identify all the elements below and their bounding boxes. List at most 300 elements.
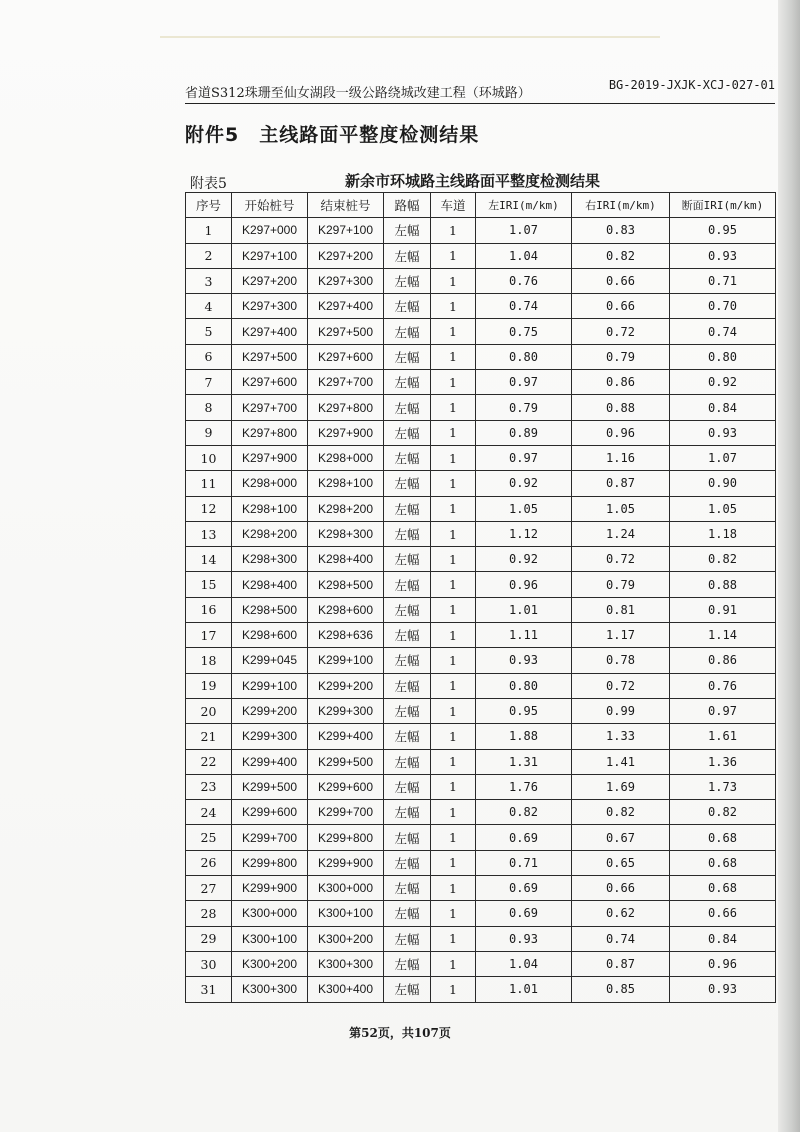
cell-left-iri: 1.88 — [476, 724, 572, 749]
cell-section-iri: 0.97 — [670, 698, 776, 723]
cell-right-iri: 0.83 — [572, 218, 670, 243]
cell-section-iri: 0.86 — [670, 648, 776, 673]
cell-left-iri: 0.79 — [476, 395, 572, 420]
cell-start-stake: K297+300 — [232, 294, 308, 319]
cell-right-iri: 0.82 — [572, 800, 670, 825]
cell-start-stake: K297+800 — [232, 420, 308, 445]
cell-roadway: 左幅 — [384, 951, 431, 976]
cell-end-stake: K297+900 — [308, 420, 384, 445]
cell-index: 6 — [186, 344, 232, 369]
cell-start-stake: K299+600 — [232, 800, 308, 825]
cell-lane: 1 — [431, 901, 476, 926]
cell-right-iri: 0.85 — [572, 977, 670, 1002]
col-header-roadway: 路幅 — [384, 193, 431, 218]
cell-end-stake: K299+400 — [308, 724, 384, 749]
cell-right-iri: 0.62 — [572, 901, 670, 926]
cell-right-iri: 0.66 — [572, 294, 670, 319]
cell-left-iri: 0.69 — [476, 876, 572, 901]
cell-left-iri: 0.82 — [476, 800, 572, 825]
table-row — [186, 268, 776, 293]
cell-end-stake: K299+700 — [308, 800, 384, 825]
cell-roadway: 左幅 — [384, 243, 431, 268]
cell-right-iri: 1.33 — [572, 724, 670, 749]
table-body — [186, 218, 776, 1002]
cell-lane: 1 — [431, 395, 476, 420]
cell-roadway: 左幅 — [384, 572, 431, 597]
cell-left-iri: 0.97 — [476, 445, 572, 470]
cell-right-iri: 1.41 — [572, 749, 670, 774]
table-row — [186, 800, 776, 825]
cell-roadway: 左幅 — [384, 698, 431, 723]
cell-end-stake: K299+300 — [308, 698, 384, 723]
cell-left-iri: 0.76 — [476, 268, 572, 293]
cell-right-iri: 1.16 — [572, 445, 670, 470]
cell-index: 20 — [186, 698, 232, 723]
table-row — [186, 673, 776, 698]
cell-section-iri: 1.07 — [670, 445, 776, 470]
cell-section-iri: 0.82 — [670, 547, 776, 572]
cell-right-iri: 0.65 — [572, 850, 670, 875]
cell-roadway: 左幅 — [384, 521, 431, 546]
cell-lane: 1 — [431, 850, 476, 875]
cell-start-stake: K297+400 — [232, 319, 308, 344]
cell-roadway: 左幅 — [384, 496, 431, 521]
cell-index: 7 — [186, 370, 232, 395]
cell-lane: 1 — [431, 370, 476, 395]
cell-left-iri: 0.74 — [476, 294, 572, 319]
cell-end-stake: K298+500 — [308, 572, 384, 597]
cell-right-iri: 0.67 — [572, 825, 670, 850]
cell-start-stake: K299+045 — [232, 648, 308, 673]
table-row — [186, 572, 776, 597]
cell-lane: 1 — [431, 698, 476, 723]
table-row — [186, 850, 776, 875]
table-row — [186, 243, 776, 268]
cell-left-iri: 0.89 — [476, 420, 572, 445]
table-row — [186, 977, 776, 1002]
cell-index: 2 — [186, 243, 232, 268]
cell-right-iri: 0.79 — [572, 344, 670, 369]
cell-end-stake: K297+800 — [308, 395, 384, 420]
cell-section-iri: 0.95 — [670, 218, 776, 243]
cell-index: 5 — [186, 319, 232, 344]
cell-section-iri: 0.84 — [670, 395, 776, 420]
cell-start-stake: K298+200 — [232, 521, 308, 546]
cell-roadway: 左幅 — [384, 471, 431, 496]
cell-lane: 1 — [431, 951, 476, 976]
table-row — [186, 749, 776, 774]
cell-lane: 1 — [431, 218, 476, 243]
cell-index: 19 — [186, 673, 232, 698]
cell-end-stake: K300+300 — [308, 951, 384, 976]
cell-end-stake: K297+100 — [308, 218, 384, 243]
cell-index: 8 — [186, 395, 232, 420]
cell-right-iri: 1.17 — [572, 623, 670, 648]
col-header-left-iri: 左IRI(m/km) — [476, 193, 572, 218]
cell-index: 4 — [186, 294, 232, 319]
cell-start-stake: K297+100 — [232, 243, 308, 268]
cell-lane: 1 — [431, 243, 476, 268]
scan-artifact-line — [160, 36, 660, 38]
cell-right-iri: 0.87 — [572, 951, 670, 976]
cell-lane: 1 — [431, 648, 476, 673]
cell-lane: 1 — [431, 294, 476, 319]
cell-start-stake: K298+100 — [232, 496, 308, 521]
cell-index: 10 — [186, 445, 232, 470]
cell-roadway: 左幅 — [384, 800, 431, 825]
cell-roadway: 左幅 — [384, 977, 431, 1002]
cell-index: 26 — [186, 850, 232, 875]
col-header-end-stake: 结束桩号 — [308, 193, 384, 218]
cell-left-iri: 0.80 — [476, 673, 572, 698]
table-row — [186, 395, 776, 420]
cell-left-iri: 1.01 — [476, 597, 572, 622]
table-row — [186, 597, 776, 622]
cell-section-iri: 1.05 — [670, 496, 776, 521]
cell-index: 9 — [186, 420, 232, 445]
cell-lane: 1 — [431, 445, 476, 470]
cell-roadway: 左幅 — [384, 926, 431, 951]
cell-section-iri: 0.93 — [670, 977, 776, 1002]
cell-left-iri: 0.80 — [476, 344, 572, 369]
cell-index: 28 — [186, 901, 232, 926]
cell-section-iri: 0.66 — [670, 901, 776, 926]
col-header-section-iri: 断面IRI(m/km) — [670, 193, 776, 218]
cell-left-iri: 0.71 — [476, 850, 572, 875]
cell-end-stake: K298+400 — [308, 547, 384, 572]
cell-section-iri: 0.91 — [670, 597, 776, 622]
cell-roadway: 左幅 — [384, 850, 431, 875]
cell-index: 14 — [186, 547, 232, 572]
cell-lane: 1 — [431, 547, 476, 572]
cell-lane: 1 — [431, 471, 476, 496]
cell-end-stake: K300+400 — [308, 977, 384, 1002]
col-header-right-iri: 右IRI(m/km) — [572, 193, 670, 218]
cell-lane: 1 — [431, 319, 476, 344]
cell-end-stake: K297+600 — [308, 344, 384, 369]
table-row — [186, 876, 776, 901]
table-row — [186, 420, 776, 445]
cell-start-stake: K299+300 — [232, 724, 308, 749]
cell-section-iri: 0.80 — [670, 344, 776, 369]
cell-right-iri: 0.66 — [572, 876, 670, 901]
table-row — [186, 901, 776, 926]
table-label: 附表5 — [190, 176, 227, 192]
cell-section-iri: 1.18 — [670, 521, 776, 546]
cell-end-stake: K298+636 — [308, 623, 384, 648]
cell-left-iri: 0.92 — [476, 471, 572, 496]
table-caption: 新余市环城路主线路面平整度检测结果 — [345, 172, 601, 190]
cell-left-iri: 0.69 — [476, 901, 572, 926]
page-footer: 第52页，共107页 — [349, 1026, 451, 1040]
cell-roadway: 左幅 — [384, 673, 431, 698]
cell-index: 25 — [186, 825, 232, 850]
cell-start-stake: K298+500 — [232, 597, 308, 622]
cell-roadway: 左幅 — [384, 901, 431, 926]
cell-start-stake: K300+300 — [232, 977, 308, 1002]
cell-lane: 1 — [431, 673, 476, 698]
cell-right-iri: 1.69 — [572, 774, 670, 799]
cell-start-stake: K299+400 — [232, 749, 308, 774]
table-row — [186, 445, 776, 470]
cell-end-stake: K299+900 — [308, 850, 384, 875]
cell-lane: 1 — [431, 800, 476, 825]
cell-right-iri: 0.81 — [572, 597, 670, 622]
cell-end-stake: K300+100 — [308, 901, 384, 926]
cell-left-iri: 1.07 — [476, 218, 572, 243]
cell-right-iri: 0.78 — [572, 648, 670, 673]
table-row — [186, 319, 776, 344]
cell-roadway: 左幅 — [384, 218, 431, 243]
cell-section-iri: 0.74 — [670, 319, 776, 344]
cell-left-iri: 0.75 — [476, 319, 572, 344]
cell-end-stake: K300+200 — [308, 926, 384, 951]
cell-section-iri: 0.96 — [670, 951, 776, 976]
cell-end-stake: K300+000 — [308, 876, 384, 901]
cell-section-iri: 0.90 — [670, 471, 776, 496]
cell-end-stake: K298+200 — [308, 496, 384, 521]
cell-index: 18 — [186, 648, 232, 673]
table-row — [186, 951, 776, 976]
cell-left-iri: 0.93 — [476, 926, 572, 951]
cell-roadway: 左幅 — [384, 344, 431, 369]
cell-lane: 1 — [431, 496, 476, 521]
cell-start-stake: K300+200 — [232, 951, 308, 976]
cell-lane: 1 — [431, 623, 476, 648]
cell-end-stake: K298+000 — [308, 445, 384, 470]
col-header-lane: 车道 — [431, 193, 476, 218]
table-row — [186, 370, 776, 395]
cell-index: 22 — [186, 749, 232, 774]
cell-index: 15 — [186, 572, 232, 597]
cell-roadway: 左幅 — [384, 876, 431, 901]
page-header — [185, 78, 775, 102]
cell-start-stake: K299+900 — [232, 876, 308, 901]
cell-index: 23 — [186, 774, 232, 799]
cell-right-iri: 0.86 — [572, 370, 670, 395]
page-edge-shadow — [778, 0, 800, 1132]
table-row — [186, 294, 776, 319]
cell-left-iri: 0.92 — [476, 547, 572, 572]
cell-roadway: 左幅 — [384, 319, 431, 344]
cell-left-iri: 0.95 — [476, 698, 572, 723]
cell-end-stake: K298+300 — [308, 521, 384, 546]
cell-start-stake: K300+100 — [232, 926, 308, 951]
cell-section-iri: 1.61 — [670, 724, 776, 749]
cell-end-stake: K299+200 — [308, 673, 384, 698]
cell-start-stake: K297+900 — [232, 445, 308, 470]
cell-index: 31 — [186, 977, 232, 1002]
cell-left-iri: 1.12 — [476, 521, 572, 546]
table-row — [186, 521, 776, 546]
cell-end-stake: K298+600 — [308, 597, 384, 622]
cell-roadway: 左幅 — [384, 597, 431, 622]
cell-left-iri: 1.04 — [476, 951, 572, 976]
header-rule — [185, 103, 775, 104]
cell-right-iri: 0.72 — [572, 673, 670, 698]
cell-lane: 1 — [431, 749, 476, 774]
cell-roadway: 左幅 — [384, 774, 431, 799]
cell-section-iri: 0.68 — [670, 825, 776, 850]
cell-section-iri: 0.76 — [670, 673, 776, 698]
cell-lane: 1 — [431, 876, 476, 901]
cell-right-iri: 0.88 — [572, 395, 670, 420]
cell-left-iri: 0.96 — [476, 572, 572, 597]
cell-start-stake: K300+000 — [232, 901, 308, 926]
col-header-index: 序号 — [186, 193, 232, 218]
header-report-code: BG-2019-JXJK-XCJ-027-01 — [608, 78, 775, 92]
cell-section-iri: 0.93 — [670, 243, 776, 268]
cell-roadway: 左幅 — [384, 395, 431, 420]
cell-start-stake: K299+200 — [232, 698, 308, 723]
flatness-results-table — [185, 192, 776, 1003]
cell-right-iri: 0.99 — [572, 698, 670, 723]
cell-roadway: 左幅 — [384, 420, 431, 445]
cell-start-stake: K299+800 — [232, 850, 308, 875]
table-row — [186, 724, 776, 749]
cell-index: 13 — [186, 521, 232, 546]
cell-lane: 1 — [431, 977, 476, 1002]
cell-right-iri: 0.96 — [572, 420, 670, 445]
cell-index: 27 — [186, 876, 232, 901]
cell-start-stake: K297+500 — [232, 344, 308, 369]
cell-lane: 1 — [431, 420, 476, 445]
cell-section-iri: 0.92 — [670, 370, 776, 395]
cell-roadway: 左幅 — [384, 268, 431, 293]
table-row — [186, 218, 776, 243]
table-header-row — [186, 193, 776, 218]
cell-right-iri: 0.72 — [572, 319, 670, 344]
col-header-start-stake: 开始桩号 — [232, 193, 308, 218]
table-row — [186, 496, 776, 521]
cell-index: 12 — [186, 496, 232, 521]
cell-index: 30 — [186, 951, 232, 976]
table-row — [186, 648, 776, 673]
cell-end-stake: K297+400 — [308, 294, 384, 319]
cell-right-iri: 1.24 — [572, 521, 670, 546]
cell-start-stake: K298+300 — [232, 547, 308, 572]
cell-end-stake: K297+700 — [308, 370, 384, 395]
section-title: 附件5 主线路面平整度检测结果 — [185, 124, 480, 146]
cell-end-stake: K297+300 — [308, 268, 384, 293]
table-row — [186, 547, 776, 572]
cell-section-iri: 1.73 — [670, 774, 776, 799]
cell-right-iri: 0.72 — [572, 547, 670, 572]
cell-right-iri: 1.05 — [572, 496, 670, 521]
cell-end-stake: K299+600 — [308, 774, 384, 799]
cell-index: 24 — [186, 800, 232, 825]
cell-left-iri: 0.97 — [476, 370, 572, 395]
cell-left-iri: 1.31 — [476, 749, 572, 774]
cell-left-iri: 1.05 — [476, 496, 572, 521]
cell-lane: 1 — [431, 926, 476, 951]
cell-section-iri: 0.68 — [670, 876, 776, 901]
table-row — [186, 344, 776, 369]
table-row — [186, 471, 776, 496]
cell-end-stake: K299+800 — [308, 825, 384, 850]
cell-section-iri: 0.68 — [670, 850, 776, 875]
cell-left-iri: 0.69 — [476, 825, 572, 850]
cell-right-iri: 0.79 — [572, 572, 670, 597]
cell-index: 3 — [186, 268, 232, 293]
cell-lane: 1 — [431, 572, 476, 597]
cell-section-iri: 0.88 — [670, 572, 776, 597]
cell-index: 21 — [186, 724, 232, 749]
cell-lane: 1 — [431, 825, 476, 850]
cell-section-iri: 0.93 — [670, 420, 776, 445]
cell-lane: 1 — [431, 597, 476, 622]
cell-start-stake: K297+700 — [232, 395, 308, 420]
cell-end-stake: K297+500 — [308, 319, 384, 344]
cell-start-stake: K297+000 — [232, 218, 308, 243]
cell-section-iri: 0.84 — [670, 926, 776, 951]
cell-section-iri: 1.36 — [670, 749, 776, 774]
cell-right-iri: 0.82 — [572, 243, 670, 268]
cell-roadway: 左幅 — [384, 370, 431, 395]
cell-right-iri: 0.87 — [572, 471, 670, 496]
cell-roadway: 左幅 — [384, 724, 431, 749]
cell-roadway: 左幅 — [384, 547, 431, 572]
table-row — [186, 698, 776, 723]
cell-left-iri: 1.04 — [476, 243, 572, 268]
cell-end-stake: K297+200 — [308, 243, 384, 268]
cell-start-stake: K298+400 — [232, 572, 308, 597]
cell-roadway: 左幅 — [384, 445, 431, 470]
cell-index: 11 — [186, 471, 232, 496]
table-row — [186, 926, 776, 951]
cell-start-stake: K299+700 — [232, 825, 308, 850]
cell-end-stake: K298+100 — [308, 471, 384, 496]
cell-section-iri: 0.70 — [670, 294, 776, 319]
cell-section-iri: 0.71 — [670, 268, 776, 293]
cell-lane: 1 — [431, 724, 476, 749]
cell-lane: 1 — [431, 774, 476, 799]
header-project-title: 省道S312珠珊至仙女湖段一级公路绕城改建工程（环城路） — [185, 86, 531, 101]
cell-end-stake: K299+500 — [308, 749, 384, 774]
cell-end-stake: K299+100 — [308, 648, 384, 673]
cell-index: 29 — [186, 926, 232, 951]
cell-index: 1 — [186, 218, 232, 243]
cell-right-iri: 0.66 — [572, 268, 670, 293]
cell-left-iri: 1.01 — [476, 977, 572, 1002]
cell-start-stake: K297+200 — [232, 268, 308, 293]
cell-roadway: 左幅 — [384, 623, 431, 648]
cell-section-iri: 0.82 — [670, 800, 776, 825]
cell-start-stake: K299+500 — [232, 774, 308, 799]
cell-lane: 1 — [431, 521, 476, 546]
cell-index: 17 — [186, 623, 232, 648]
cell-lane: 1 — [431, 268, 476, 293]
cell-left-iri: 0.93 — [476, 648, 572, 673]
cell-roadway: 左幅 — [384, 648, 431, 673]
cell-start-stake: K297+600 — [232, 370, 308, 395]
cell-start-stake: K298+600 — [232, 623, 308, 648]
table-row — [186, 825, 776, 850]
cell-section-iri: 1.14 — [670, 623, 776, 648]
cell-lane: 1 — [431, 344, 476, 369]
cell-roadway: 左幅 — [384, 294, 431, 319]
cell-index: 16 — [186, 597, 232, 622]
cell-right-iri: 0.74 — [572, 926, 670, 951]
table-row — [186, 774, 776, 799]
cell-roadway: 左幅 — [384, 749, 431, 774]
cell-start-stake: K298+000 — [232, 471, 308, 496]
cell-left-iri: 1.76 — [476, 774, 572, 799]
cell-left-iri: 1.11 — [476, 623, 572, 648]
table-row — [186, 623, 776, 648]
cell-roadway: 左幅 — [384, 825, 431, 850]
cell-start-stake: K299+100 — [232, 673, 308, 698]
